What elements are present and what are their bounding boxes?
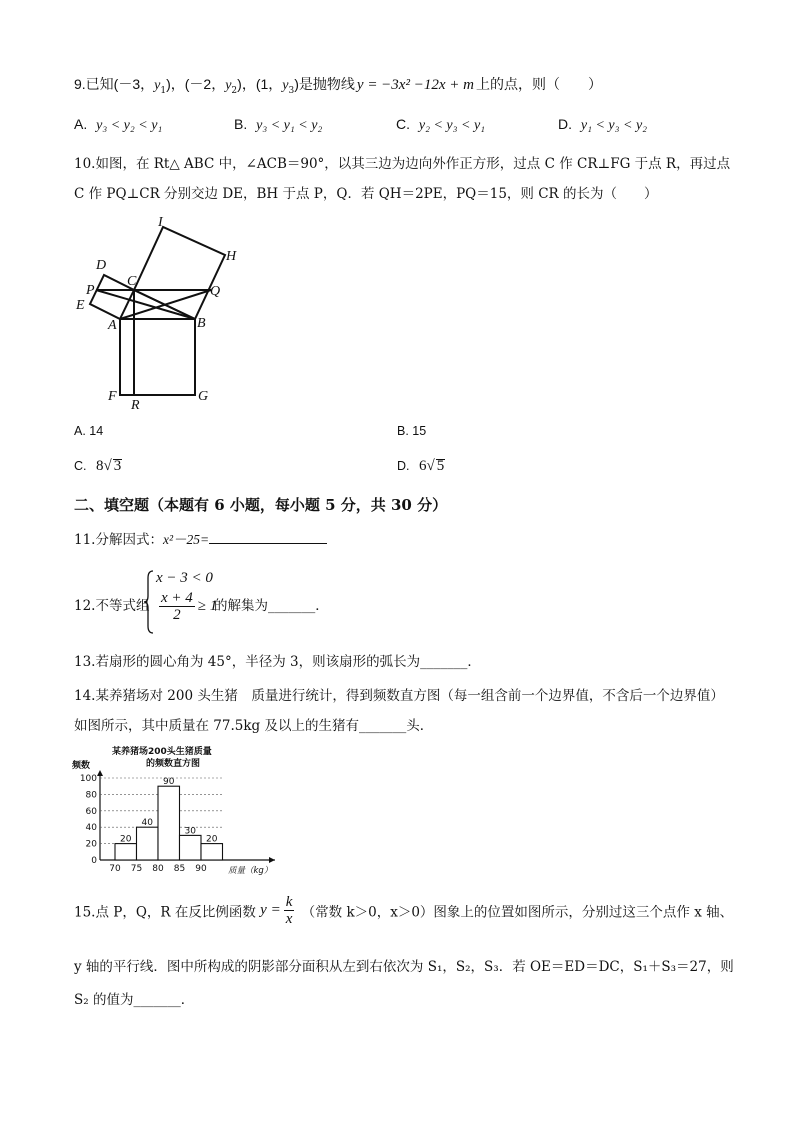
y-tick-label: 60 bbox=[85, 806, 97, 817]
bar-value-label: 30 bbox=[184, 826, 196, 837]
q13: 13.若扇形的圆心角为 45°，半径为 3，则该扇形的弧长为_______． bbox=[74, 654, 481, 670]
chart-ylabel: 频数 bbox=[72, 761, 91, 771]
q10-line2: C 作 PQ⊥CR 分别交边 DE，BH 于点 P，Q．若 QH＝2PE，PQ＝15，则 CR 的长为（ ） bbox=[74, 186, 658, 202]
q10-option-d-label: D. bbox=[397, 459, 410, 473]
q9-prefix: 9.已知(－3， bbox=[74, 76, 155, 92]
bar-value-label: 90 bbox=[163, 777, 175, 788]
x-tick-label: 90 bbox=[195, 864, 207, 874]
histogram-bar bbox=[137, 827, 159, 860]
q14-line1: 14.某养猪场对 200 头生猪 质量进行统计，得到频数直方图（每一组含前一个边界值，不含后一个边界值） bbox=[74, 688, 724, 704]
bar-value-label: 20 bbox=[120, 834, 132, 845]
histogram-bar bbox=[115, 844, 137, 860]
label-p: P bbox=[86, 283, 95, 298]
q11-answer-blank[interactable] bbox=[209, 531, 327, 544]
q9-y2: y bbox=[225, 78, 232, 93]
q9-option-b-label: B. bbox=[234, 116, 248, 132]
q9-option-a-label: A. bbox=[74, 116, 88, 132]
q12-prefix: 12.不等式组 bbox=[74, 598, 150, 614]
q9-y3: y bbox=[282, 78, 289, 93]
q15-fn-num: k bbox=[285, 894, 293, 910]
q9-mid3: )是抛物线 bbox=[294, 76, 355, 92]
q10-option-d-coef: 6 bbox=[419, 458, 427, 474]
brace-icon bbox=[144, 570, 154, 634]
q12-frac-num: x + 4 bbox=[161, 590, 193, 606]
square-abgf bbox=[120, 319, 195, 395]
q10-option-b: B. 15 bbox=[397, 424, 427, 438]
q11-expr: x²－25= bbox=[162, 532, 210, 547]
y-tick-label: 0 bbox=[91, 856, 97, 866]
label-e: E bbox=[76, 298, 85, 313]
q9-option-a bbox=[74, 116, 162, 134]
bar-value-label: 20 bbox=[206, 834, 218, 845]
label-d: D bbox=[96, 258, 107, 273]
q10-option-c bbox=[74, 456, 122, 475]
label-g: G bbox=[198, 389, 209, 404]
q9-y2-sub: 2 bbox=[231, 85, 238, 96]
q15-line1b: （常数 k＞0，x＞0）图象上的位置如图所示，分别过这三个点作 x 轴、 bbox=[301, 904, 734, 921]
q14-line2: 如图所示，其中质量在 77.5kg 及以上的生猪有_______头． bbox=[74, 718, 434, 734]
q15-line2: y 轴的平行线．图中所构成的阴影部分面积从左到右依次为 S₁，S₂，S₃．若 OE＝ED＝DC，S₁＋S₃＝27，则 bbox=[74, 959, 734, 975]
histogram-bar bbox=[158, 786, 180, 860]
q9-option-d bbox=[558, 116, 647, 134]
label-q: Q bbox=[210, 284, 221, 299]
label-r: R bbox=[131, 398, 140, 412]
histogram-bar bbox=[180, 835, 202, 860]
label-b: B bbox=[197, 316, 206, 331]
q9-y1: y bbox=[154, 78, 161, 93]
y-tick-label: 20 bbox=[85, 839, 97, 850]
chart-title-line1: 某养猪场200头生猪质量 bbox=[112, 747, 212, 757]
y-tick-label: 40 bbox=[85, 823, 97, 834]
q9-mid1: )，(－2， bbox=[166, 76, 226, 92]
q15-fn-y: y = bbox=[260, 902, 281, 918]
q12-ineq2 bbox=[156, 590, 217, 623]
section-title: 二、填空题（本题有 6 小题，每小题 5 分，共 30 分） bbox=[74, 496, 448, 514]
q10-option-c-label: C. bbox=[74, 459, 87, 473]
q9-option-a-text: y₃ < y₂ < y₁ bbox=[96, 118, 163, 133]
chart-title-line2: 的频数直方图 bbox=[146, 759, 201, 769]
radical-sign: √ bbox=[426, 458, 435, 474]
q9-y1-sub: 1 bbox=[160, 85, 167, 96]
q10-option-c-coef: 8 bbox=[96, 458, 104, 474]
q9-option-d-label: D. bbox=[558, 116, 572, 132]
label-i: I bbox=[158, 215, 163, 230]
q12-rel: ≥ 1 bbox=[197, 598, 218, 614]
q12-ineq1: x − 3 < 0 bbox=[156, 570, 213, 586]
q9-suffix: 上的点，则（ ） bbox=[475, 76, 602, 92]
bar-value-label: 40 bbox=[141, 818, 153, 829]
x-axis-arrow bbox=[269, 857, 275, 863]
label-c: C bbox=[127, 274, 137, 289]
q15-fn-den: x bbox=[285, 911, 293, 927]
x-tick-label: 75 bbox=[130, 864, 143, 874]
x-tick-label: 70 bbox=[109, 864, 121, 874]
q15-line1 bbox=[74, 894, 733, 927]
radical-sign: √ bbox=[103, 458, 112, 474]
q10-line1: 10.如图，在 Rt△ ABC 中，∠ACB＝90°，以其三边为边向外作正方形，过点 C 作 CR⊥FG 于点 R，再过点 bbox=[74, 156, 731, 172]
q9-mid2: )，(1， bbox=[237, 76, 283, 92]
q11-text: 11.分解因式： bbox=[74, 532, 163, 548]
q15-line1a: 15.点 P，Q，R 在反比例函数 bbox=[74, 904, 256, 921]
q9-stem bbox=[74, 74, 602, 96]
q10-option-c-radicand: 3 bbox=[113, 458, 122, 474]
label-f: F bbox=[108, 389, 117, 404]
q10-option-a: A. 14 bbox=[74, 424, 104, 438]
q9-option-c bbox=[396, 116, 485, 134]
chart-xlabel: 质量（kg） bbox=[228, 866, 273, 876]
y-axis-arrow bbox=[97, 770, 103, 776]
q9-option-c-label: C. bbox=[396, 116, 410, 132]
q12-suffix: 的解集为_______． bbox=[214, 598, 329, 614]
histogram-bar bbox=[201, 844, 223, 860]
q12-frac-den: 2 bbox=[173, 607, 181, 623]
q10-figure bbox=[70, 212, 250, 412]
q11 bbox=[74, 528, 327, 548]
y-tick-label: 100 bbox=[79, 774, 97, 784]
x-tick-label: 80 bbox=[152, 864, 164, 874]
label-a: A bbox=[108, 318, 117, 333]
y-tick-label: 80 bbox=[85, 790, 97, 801]
q10-option-d-radicand: 5 bbox=[436, 458, 445, 474]
q10-option-d bbox=[397, 456, 445, 475]
histogram-chart bbox=[70, 742, 290, 878]
q9-option-d-text: y₁ < y₃ < y₂ bbox=[580, 118, 648, 133]
q9-formula: y = −3x² −12x + m bbox=[356, 77, 474, 93]
x-tick-label: 85 bbox=[173, 864, 186, 874]
q15-line3: S₂ 的值为_______． bbox=[74, 992, 195, 1008]
q9-y3-sub: 3 bbox=[288, 85, 295, 96]
q9-option-b-text: y₃ < y₁ < y₂ bbox=[256, 118, 323, 133]
label-h: H bbox=[226, 249, 237, 264]
q9-option-c-text: y₂ < y₃ < y₁ bbox=[418, 118, 486, 133]
q9-option-b bbox=[234, 116, 322, 134]
